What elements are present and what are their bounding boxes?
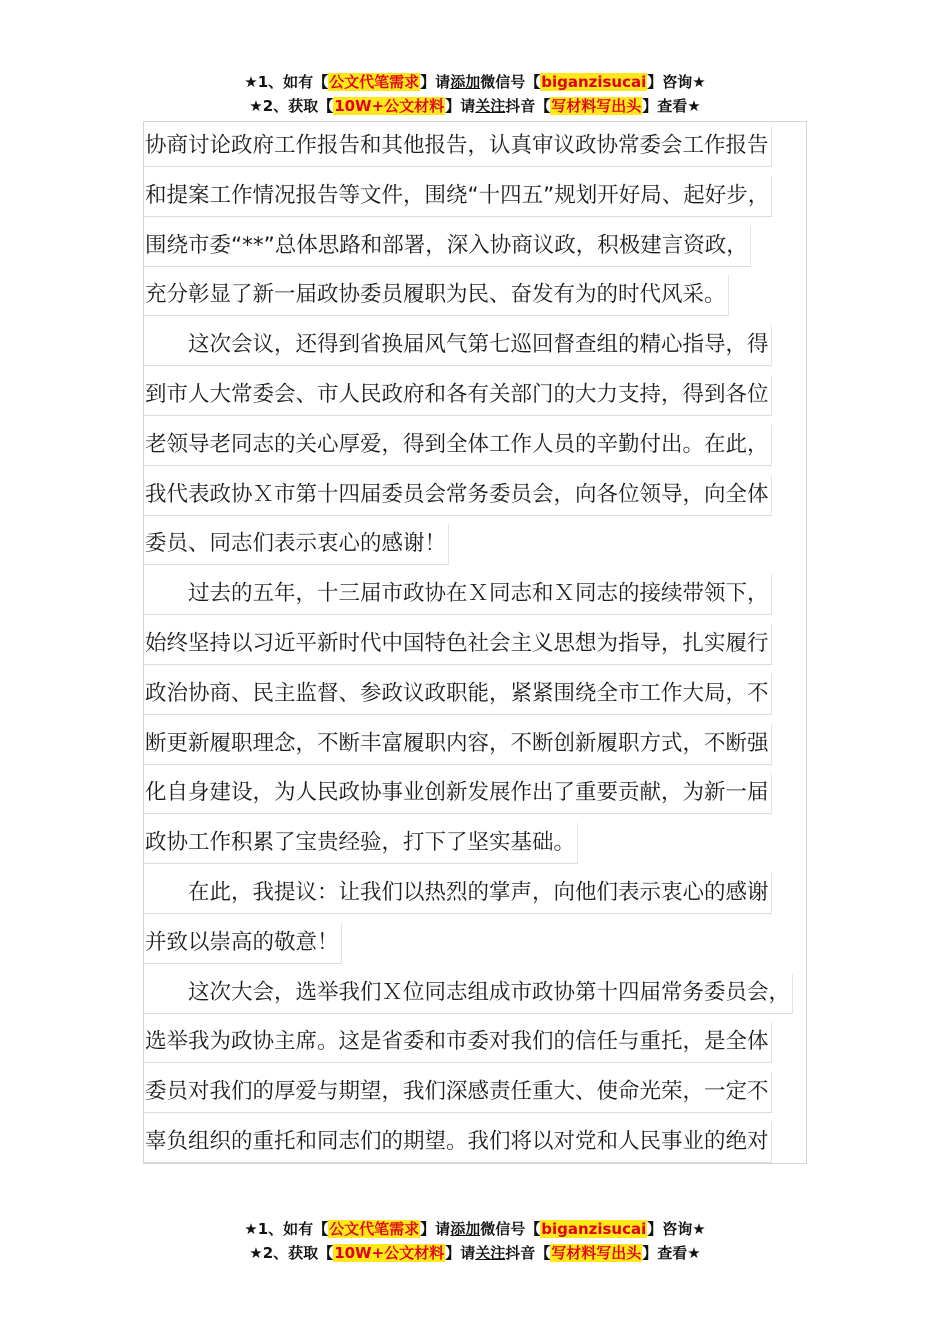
promo-text: ★2、获取【 [249,1244,334,1262]
promo-underline: 关注 [475,1244,506,1262]
promo-text: ★2、获取【 [249,97,334,115]
promo-line-1 [0,1217,950,1241]
text-line: 我代表政协Ｘ市第十四届委员会常务委员会，向各位领导，向全体 [143,470,843,520]
promo-text: 抖音【 [505,97,551,115]
promo-highlight: 写材料写出头 [551,1244,642,1262]
text-line: 政治协商、民主监督、参政议政职能，紧紧围绕全市工作大局，不 [143,669,843,719]
promo-highlight: 10W+公文材料 [334,1244,445,1262]
promo-text: 】请 [420,73,451,91]
text-line: 协商讨论政府工作报告和其他报告，认真审议政协常委会工作报告 [143,121,843,171]
text-line: 这次大会，选举我们Ｘ位同志组成市政协第十四届常务委员会， [143,968,843,1018]
text-line: 这次会议，还得到省换届风气第七巡回督查组的精心指导，得 [143,320,843,370]
text-line: 断更新履职理念，不断丰富履职内容，不断创新履职方式，不断强 [143,719,843,769]
promo-underline: 添加 [450,1220,481,1238]
promo-line-1 [0,70,950,94]
promo-highlight: biganzisucai [541,73,647,91]
text-line: 始终坚持以习近平新时代中国特色社会主义思想为指导，扎实履行 [143,619,843,669]
document-body [143,121,843,1167]
promo-text: 】查看★ [642,97,701,115]
promo-underline: 添加 [450,73,481,91]
promo-text: 】查看★ [642,1244,701,1262]
promo-line-2 [0,94,950,118]
promo-text: 】请 [445,97,476,115]
promo-text: 】咨询★ [647,73,706,91]
text-line: 选举我为政协主席。这是省委和市委对我们的信任与重托，是全体 [143,1017,843,1067]
promo-banner-bottom [0,1217,950,1265]
text-line: 化自身建设，为人民政协事业创新发展作出了重要贡献，为新一届 [143,768,843,818]
promo-highlight: biganzisucai [541,1220,647,1238]
promo-highlight: 公文代笔需求 [329,1220,420,1238]
promo-highlight: 写材料写出头 [551,97,642,115]
promo-text: 】请 [420,1220,451,1238]
text-line: 老领导老同志的关心厚爱，得到全体工作人员的辛勤付出。在此， [143,420,843,470]
promo-text: 微信号【 [480,73,541,91]
promo-banner-top [0,70,950,118]
text-line: 并致以崇高的敬意！ [143,918,843,968]
promo-text: 抖音【 [505,1244,551,1262]
promo-highlight: 10W+公文材料 [334,97,445,115]
promo-text: ★1、如有【 [244,73,329,91]
promo-text: 微信号【 [480,1220,541,1238]
promo-text: 】咨询★ [647,1220,706,1238]
text-line: 和提案工作情况报告等文件，围绕“十四五”规划开好局、起好步， [143,171,843,221]
text-line: 到市人大常委会、市人民政府和各有关部门的大力支持，得到各位 [143,370,843,420]
promo-underline: 关注 [475,97,506,115]
promo-highlight: 公文代笔需求 [329,73,420,91]
promo-text: ★1、如有【 [244,1220,329,1238]
text-line: 在此，我提议：让我们以热烈的掌声，向他们表示衷心的感谢 [143,868,843,918]
text-line: 政协工作积累了宝贵经验，打下了坚实基础。 [143,818,843,868]
text-line: 围绕市委“**”总体思路和部署，深入协商议政，积极建言资政， [143,221,843,271]
text-line: 委员、同志们表示衷心的感谢！ [143,519,843,569]
text-line: 过去的五年，十三届市政协在Ｘ同志和Ｘ同志的接续带领下， [143,569,843,619]
text-line: 充分彰显了新一届政协委员履职为民、奋发有为的时代风采。 [143,270,843,320]
promo-text: 】请 [445,1244,476,1262]
text-line: 辜负组织的重托和同志们的期望。我们将以对党和人民事业的绝对 [143,1117,843,1167]
text-line: 委员对我们的厚爱与期望，我们深感责任重大、使命光荣，一定不 [143,1067,843,1117]
promo-line-2 [0,1241,950,1265]
